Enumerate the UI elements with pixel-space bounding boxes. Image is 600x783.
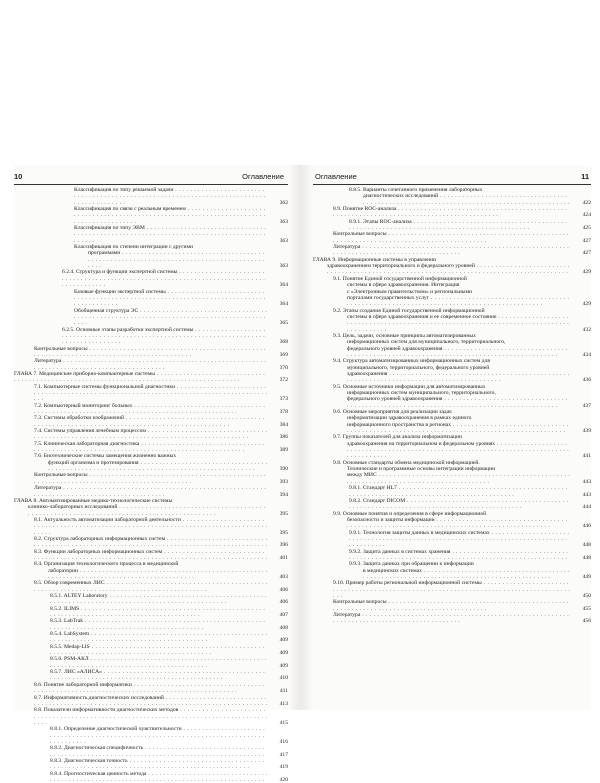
- toc-entry-title: [34, 441, 268, 454]
- toc-entry-page: 437: [582, 402, 591, 409]
- page-gutter: [288, 165, 313, 710]
- toc-entry-page: 395: [279, 529, 288, 536]
- toc-entry: [14, 206, 288, 225]
- toc-entry-page: 416: [279, 738, 288, 745]
- toc-entry-page: 364: [279, 282, 288, 289]
- toc-entry-page: 422: [582, 199, 591, 206]
- toc-entry-line: 6.2.4. Структура и функции экспертной системы . . .: [62, 269, 268, 288]
- toc-entry-line: здравоохранением территориального и федерального уровней . . .: [313, 263, 571, 276]
- toc-entry-title: [50, 726, 268, 745]
- toc-entry-title: [34, 472, 268, 485]
- toc-entry-page: 406: [279, 599, 288, 606]
- toc-entry-title: [50, 745, 268, 758]
- left-page: [14, 165, 288, 783]
- toc-entry-line: 8.9. Понятие ROC-анализа . . .: [333, 206, 571, 219]
- toc-entry: [14, 403, 288, 416]
- toc-entry-line: 9.9.2. Защита данных в системах хранения . . .: [349, 549, 571, 562]
- toc-entry-page: 403: [279, 573, 288, 580]
- toc-entry-line: 6.2.5. Основные этапы разработки экспертной системы . . .: [62, 327, 268, 346]
- toc-entry-page: 409: [279, 637, 288, 644]
- toc-entry-line: 9.3. Цель, задачи, основные принципы автоматизированных: [333, 332, 476, 339]
- toc-entry-title: [50, 656, 268, 669]
- toc-entry-title: [34, 580, 268, 593]
- toc-entry-title: [333, 308, 571, 333]
- toc-entry-line: 9.1. Понятие Единой государственной информационной: [333, 275, 467, 282]
- toc-entry: [313, 511, 591, 530]
- toc-entry-page: 409: [279, 662, 288, 669]
- toc-entry-title: [333, 206, 571, 219]
- toc-entry-title: [34, 453, 268, 472]
- toc-entry-line: безопасности и защиты информации . . .: [333, 517, 571, 530]
- toc-entry-page: 443: [582, 491, 591, 498]
- toc-entry-title: [349, 485, 571, 498]
- toc-entry-page: 394: [279, 491, 288, 498]
- toc-entry: [14, 244, 288, 269]
- toc-entry-title: [50, 669, 268, 682]
- toc-entry-page: 363: [279, 218, 288, 225]
- toc-entry: [14, 415, 288, 428]
- toc-entry-line: Литература . . .: [34, 358, 268, 371]
- toc-entry: [313, 409, 591, 434]
- toc-entry-title: [50, 644, 268, 657]
- toc-entry: [313, 434, 591, 459]
- toc-entry-page: 370: [279, 364, 288, 371]
- toc-entry: [14, 498, 288, 517]
- toc-entry-title: [313, 257, 571, 276]
- book-spread: [0, 165, 600, 783]
- toc-entry: [313, 384, 591, 409]
- right-page: [313, 165, 591, 710]
- toc-entry-title: [62, 327, 268, 346]
- toc-entry-line: здравоохранения . . .: [333, 371, 571, 384]
- toc-entry-line: Литература . . .: [333, 612, 571, 625]
- toc-entry-page: 427: [582, 250, 591, 257]
- toc-entry-line: 9.5. Основные источники информации для автоматизированных: [333, 383, 486, 390]
- toc-entry-page: 369: [279, 351, 288, 358]
- toc-entry-line: Классификация по степени интеграции с другими: [74, 244, 194, 251]
- toc-entry-page: 393: [279, 478, 288, 485]
- toc-entry-line: 8.5.7. ЛИС «АЛИСА» . . .: [50, 669, 268, 682]
- toc-entry-line: между МИС . . .: [333, 472, 571, 485]
- toc-entry: [313, 257, 591, 276]
- toc-entry: [14, 644, 288, 657]
- toc-entry-page: 389: [279, 447, 288, 454]
- toc-entry: [14, 225, 288, 244]
- toc-entry-title: [74, 289, 268, 308]
- toc-entry-title: [349, 187, 571, 206]
- toc-entry-line: Обобщенная структура ЭС . . .: [74, 308, 268, 327]
- toc-entry-line: 8.8.3. Диагностическая точность . . .: [50, 758, 268, 771]
- toc-entry: [14, 453, 288, 472]
- toc-entry: [313, 498, 591, 511]
- toc-entry-title: [333, 244, 571, 257]
- toc-entry-title: [50, 593, 268, 606]
- toc-entry-title: [34, 384, 268, 403]
- toc-entry: [14, 682, 288, 695]
- toc-entry-title: [34, 682, 268, 695]
- toc-entry-page: 420: [279, 776, 288, 783]
- toc-entry-line: 8.1. Актуальность автоматизации лабораторной деятельности . . .: [34, 517, 268, 536]
- toc-entry: [313, 206, 591, 219]
- toc-entry-title: [333, 231, 571, 244]
- toc-entry-page: 378: [279, 409, 288, 416]
- toc-entry-line: информационного пространства в регионах . . .: [333, 422, 571, 435]
- toc-entry-line: 8.6. Понятие лабораторной информатики . . .: [34, 682, 268, 695]
- toc-entry-page: 410: [279, 675, 288, 682]
- toc-entry-line: 9.9.1. Технология защиты данных в медицинских системах . . .: [349, 530, 571, 549]
- toc-entry-line: 9.6. Основные мероприятия для реализации задач: [333, 409, 452, 416]
- toc-entry-line: диагностических исследований . . .: [349, 193, 571, 206]
- toc-entry: [14, 561, 288, 580]
- toc-entry-title: [333, 580, 571, 599]
- toc-entry: [313, 187, 591, 206]
- toc-entry-title: [333, 434, 571, 459]
- toc-entry-title: [74, 244, 268, 269]
- toc-entry: [14, 707, 288, 726]
- toc-entry-line: 8.2. Структура лабораторных информационных систем . . .: [34, 536, 268, 549]
- toc-entry-page: 363: [279, 263, 288, 270]
- toc-entry-title: [74, 225, 268, 244]
- toc-entry-line: федерального уровней здравоохранения . . .: [333, 346, 571, 359]
- toc-entry-line: порталами государственных услуг . . .: [333, 295, 571, 308]
- toc-entry-page: 450: [582, 593, 591, 599]
- toc-entry-page: 390: [279, 466, 288, 473]
- toc-entry-title: [50, 771, 268, 783]
- toc-entry-page: 456: [582, 618, 591, 625]
- toc-entry-line: 7.5. Клиническая лабораторная диагностика . . .: [34, 441, 268, 454]
- toc-entry-title: [50, 618, 268, 631]
- toc-entry: [14, 371, 288, 384]
- toc-entry-line: Технические и программные основы интеграции информации: [347, 466, 496, 473]
- toc-entry-line: клинико-лабораторных исследований . . .: [14, 504, 268, 517]
- toc-entry-title: [74, 206, 268, 225]
- toc-entry-title: [74, 308, 268, 327]
- toc-entry-page: 417: [279, 751, 288, 758]
- toc-entry-title: [34, 358, 268, 371]
- toc-entry-page: 429: [582, 301, 591, 308]
- toc-entry: [14, 593, 288, 606]
- toc-entry-page: 415: [279, 719, 288, 726]
- toc-entry-title: [50, 758, 268, 771]
- toc-entry-line: 8.5.5. Medap-LIS . . .: [50, 644, 268, 657]
- toc-entry: [14, 536, 288, 549]
- toc-entry: [14, 187, 288, 206]
- toc-entry-page: 429: [582, 269, 591, 276]
- toc-entry-title: [34, 485, 268, 498]
- toc-entry-page: 441: [582, 453, 591, 460]
- toc-entry-title: [34, 707, 268, 726]
- toc-entry: [313, 612, 591, 625]
- toc-entry-title: [14, 498, 268, 517]
- toc-entry-line: Классификация по типу решаемой задачи . . .: [74, 187, 268, 206]
- toc-entry-title: [333, 460, 571, 485]
- toc-entry: [14, 289, 288, 308]
- toc-entry: [14, 618, 288, 631]
- toc-entry-line: 8.5.4. LabSystem . . .: [50, 631, 268, 644]
- toc-entry-page: 395: [279, 510, 288, 517]
- toc-entry-page: 384: [279, 421, 288, 428]
- toc-entry-title: [333, 409, 571, 434]
- toc-entry-page: 368: [279, 339, 288, 346]
- toc-entry-title: [14, 371, 268, 384]
- toc-entry-line: 7.3. Системы обработки изображений . . .: [34, 415, 268, 428]
- toc-entry-line: 8.5.3. LabTrak . . .: [50, 618, 268, 631]
- toc-entry-page: 434: [582, 351, 591, 358]
- toc-entry-title: [34, 549, 268, 562]
- toc-entry-line: Контрольные вопросы . . .: [34, 346, 268, 359]
- toc-entry-page: 406: [279, 586, 288, 593]
- toc-entry: [313, 358, 591, 383]
- running-title: Оглавление: [242, 172, 284, 181]
- toc-entry-title: [74, 187, 268, 206]
- toc-entry-page: 425: [582, 225, 591, 232]
- toc-entry-page: 444: [582, 504, 591, 511]
- toc-entry-line: ГЛАВА 7. Медицинские приборно-компьютерные системы . . .: [14, 371, 268, 384]
- toc-entry: [14, 695, 288, 708]
- toc-entry-page: 364: [279, 301, 288, 308]
- toc-entry-title: [333, 358, 571, 383]
- toc-entry: [313, 599, 591, 612]
- toc-entry-line: информационных систем для муниципального, территориального,: [347, 339, 506, 346]
- running-title: Оглавление: [315, 172, 357, 181]
- toc-list: [14, 187, 288, 783]
- toc-entry-title: [349, 561, 571, 580]
- toc-entry-page: 372: [279, 377, 288, 384]
- toc-entry: [14, 580, 288, 593]
- toc-entry-title: [34, 695, 268, 708]
- toc-entry: [14, 384, 288, 403]
- running-head: [313, 171, 591, 183]
- toc-entry-line: 8.3. Функции лабораторных информационных систем . . .: [34, 549, 268, 562]
- toc-entry-line: ГЛАВА 9. Информационные системы в управлении: [313, 256, 437, 263]
- toc-entry-line: информатизации здравоохранения в рамках единого: [347, 415, 472, 422]
- toc-entry-page: 424: [582, 212, 591, 219]
- toc-entry: [14, 346, 288, 359]
- toc-entry-line: ГЛАВА 8. Автоматизированные медико-технологические системы: [14, 497, 173, 504]
- toc-entry: [313, 549, 591, 562]
- toc-entry: [313, 561, 591, 580]
- toc-entry-line: 7.6. Биотехнические системы замещения жизненно важных: [34, 453, 177, 460]
- toc-entry: [313, 308, 591, 333]
- toc-entry: [14, 606, 288, 619]
- toc-entry-line: 9.9. Основные понятия и определения в сфере информационной: [333, 510, 487, 517]
- toc-entry-line: 8.7. Информативность диагностических исследований . . .: [34, 695, 268, 708]
- toc-entry: [313, 276, 591, 308]
- toc-entry-page: 407: [279, 612, 288, 619]
- toc-entry-page: 363: [279, 237, 288, 244]
- toc-entry-line: в медицинских системах . . .: [349, 568, 571, 581]
- toc-entry-line: 9.4. Структура автоматизированных информационных систем для: [333, 358, 490, 365]
- toc-entry-page: 411: [279, 688, 288, 695]
- toc-entry-line: 8.5. Обзор современных ЛИС . . .: [34, 580, 268, 593]
- toc-entry-title: [34, 403, 268, 416]
- toc-entry: [14, 758, 288, 771]
- toc-entry-title: [333, 599, 571, 612]
- toc-entry: [313, 244, 591, 257]
- header-rule: [313, 184, 591, 185]
- toc-entry-line: 8.8.5. Варианты сочетанного применения лабораторных: [349, 187, 483, 193]
- toc-entry-title: [333, 511, 571, 530]
- toc-entry-page: 386: [279, 434, 288, 441]
- toc-entry-line: 8.5.2. ILIMS . . .: [50, 606, 268, 619]
- toc-entry-page: 439: [582, 428, 591, 435]
- toc-entry-title: [349, 219, 571, 232]
- toc-entry-page: 362: [279, 199, 288, 206]
- toc-entry: [313, 333, 591, 358]
- toc-entry-line: 8.8.2. Диагностическая специфичность . . .: [50, 745, 268, 758]
- toc-entry-line: информационных систем муниципального, территориального,: [347, 390, 496, 396]
- toc-entry: [313, 460, 591, 485]
- toc-entry: [313, 530, 591, 549]
- toc-entry-line: 8.9.1. Этапы ROC-анализа . . .: [349, 219, 571, 232]
- toc-entry-line: 9.2. Этапы создания Единой государственной информационной: [333, 307, 485, 314]
- toc-entry-line: 9.8.1. Стандарт HL7 . . .: [349, 485, 571, 498]
- toc-entry-page: 427: [582, 237, 591, 244]
- toc-entry-line: 9.7. Группы показателей для анализа информатизации: [333, 434, 462, 441]
- toc-entry-page: 365: [279, 320, 288, 327]
- toc-entry: [313, 580, 591, 599]
- toc-entry-page: 432: [582, 326, 591, 333]
- toc-entry: [14, 358, 288, 371]
- toc-entry-line: Базовые функции экспертной системы . . .: [74, 289, 268, 308]
- toc-entry-line: системы в сфере здравоохранения. Интеграция: [347, 282, 460, 289]
- toc-entry: [14, 745, 288, 758]
- toc-entry-line: Контрольные вопросы . . .: [333, 599, 571, 612]
- toc-entry-page: 373: [279, 396, 288, 403]
- toc-entry-page: 408: [279, 624, 288, 631]
- toc-entry-line: 8.8.1. Определение диагностической чувствительности . . .: [50, 726, 268, 745]
- toc-entry: [14, 472, 288, 485]
- toc-entry-page: 413: [279, 700, 288, 707]
- toc-entry: [14, 308, 288, 327]
- toc-entry-title: [50, 631, 268, 644]
- toc-entry-title: [333, 333, 571, 358]
- toc-entry-page: 401: [279, 554, 288, 561]
- toc-entry-line: 8.8.4. Прогностическая ценность метода . . .: [50, 771, 268, 783]
- toc-entry-page: 448: [582, 542, 591, 549]
- toc-entry-line: системы в сфере здравоохранения и ее современное состояние . . .: [333, 314, 571, 333]
- toc-entry-title: [50, 606, 268, 619]
- toc-entry-line: 9.10. Пример работы региональной информационной системы . . .: [333, 580, 571, 599]
- page-number: 11: [581, 172, 589, 181]
- toc-entry: [14, 771, 288, 783]
- toc-entry-line: муниципального, территориального, федерального уровней: [347, 364, 490, 371]
- toc-entry-page: 446: [582, 523, 591, 530]
- toc-entry-line: здравоохранения на территориальном и федеральном уровнях . . .: [333, 441, 571, 460]
- header-rule: [14, 184, 288, 185]
- toc-entry-line: Литература . . .: [333, 244, 571, 257]
- toc-entry-line: 8.8. Показатели информативности диагностических методов . . .: [34, 707, 268, 726]
- toc-entry-line: 9.9.3. Защита данных при обращении к информации: [349, 561, 474, 568]
- toc-entry-page: 419: [279, 764, 288, 771]
- toc-entry: [14, 631, 288, 644]
- toc-entry-title: [333, 276, 571, 308]
- toc-entry: [14, 269, 288, 288]
- toc-entry-line: 7.1. Компьютерные системы функциональной диагностики . . .: [34, 384, 268, 403]
- toc-entry-title: [34, 561, 268, 580]
- toc-entry: [14, 517, 288, 536]
- toc-entry: [313, 231, 591, 244]
- toc-entry-page: 409: [279, 650, 288, 657]
- toc-entry-page: 448: [582, 554, 591, 561]
- toc-entry-line: Контрольные вопросы . . .: [34, 472, 268, 485]
- toc-entry-title: [34, 346, 268, 359]
- toc-entry: [14, 726, 288, 745]
- toc-entry-line: лаборатории . . .: [34, 568, 268, 581]
- toc-entry-page: 396: [279, 542, 288, 549]
- toc-entry: [14, 669, 288, 682]
- toc-entry-line: программами . . .: [74, 250, 268, 269]
- toc-entry-title: [34, 428, 268, 441]
- toc-entry-line: Классификация по связи с реальным временем . . .: [74, 206, 268, 225]
- toc-entry-line: 9.8.2. Стандарт DICOM . . .: [349, 498, 571, 511]
- toc-entry-title: [349, 549, 571, 562]
- toc-entry-title: [34, 536, 268, 549]
- toc-entry: [313, 219, 591, 232]
- toc-entry-line: 7.4. Системы управления лечебным процессом . . .: [34, 428, 268, 441]
- toc-entry: [14, 485, 288, 498]
- toc-entry-line: 9.8. Основные стандарты обмена медицинской информацией.: [333, 459, 480, 466]
- toc-entry-line: 8.5.1. ALTEY Laboratory . . .: [50, 593, 268, 606]
- toc-entry-title: [333, 384, 571, 409]
- toc-entry: [14, 327, 288, 346]
- toc-entry: [14, 428, 288, 441]
- toc-entry-page: 436: [582, 377, 591, 384]
- toc-entry-title: [349, 498, 571, 511]
- toc-entry-line: Контрольные вопросы . . .: [333, 231, 571, 244]
- toc-entry-line: функций организма и протезирования . . .: [34, 460, 268, 473]
- toc-entry-line: 8.5.6. PSM-АКЛ . . .: [50, 656, 268, 669]
- toc-entry-page: 443: [582, 478, 591, 485]
- toc-entry-title: [34, 517, 268, 536]
- toc-entry-title: [62, 269, 268, 288]
- toc-entry-line: 7.2. Компьютерный мониторинг больных . . .: [34, 403, 268, 416]
- toc-entry-title: [333, 612, 571, 625]
- page-number: 10: [14, 172, 23, 181]
- toc-entry-line: 8.4. Организация технологического процесса в медицинской: [34, 561, 179, 568]
- toc-entry: [313, 485, 591, 498]
- toc-entry-title: [34, 415, 268, 428]
- toc-entry-title: [349, 530, 571, 549]
- toc-entry-page: 455: [582, 605, 591, 612]
- toc-entry-line: Литература . . .: [34, 485, 268, 498]
- toc-entry-page: 449: [582, 573, 591, 580]
- toc-list: [313, 187, 591, 625]
- toc-entry: [14, 441, 288, 454]
- toc-entry-line: с «Электронным правительством» и региональными: [347, 288, 473, 295]
- toc-entry: [14, 656, 288, 669]
- running-head: [14, 171, 288, 183]
- toc-entry-line: федерального уровней здравоохранения . . .: [333, 396, 571, 409]
- toc-entry: [14, 549, 288, 562]
- toc-entry-line: Классификация по типу ЭВМ . . .: [74, 225, 268, 244]
